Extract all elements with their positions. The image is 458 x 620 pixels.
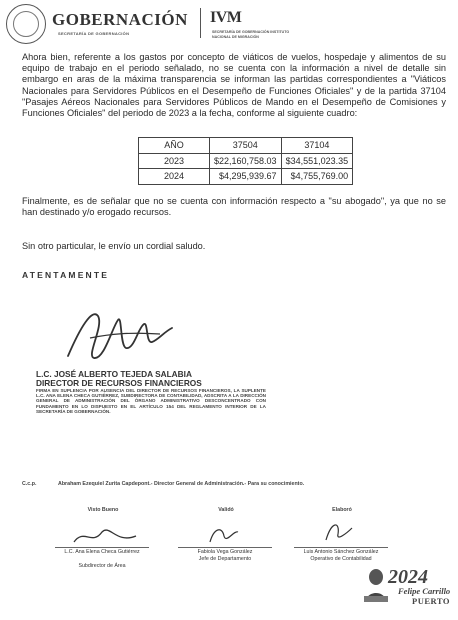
ccp-label: C.c.p. [22, 481, 37, 487]
ivm-subtitle: SECRETARÍA DE GOBERNACIÓN INSTITUTO NACIONAL DE MIGRACIÓN [212, 30, 290, 39]
expenses-table [138, 137, 353, 185]
table-row [139, 169, 353, 185]
sig-role-valido: Jefe de Departamento [198, 556, 252, 562]
felipe-carrillo-portrait-icon [364, 566, 388, 602]
signature-line [294, 547, 388, 548]
paragraph-lawyer: Finalmente, es de señalar que no se cuenta con información respecto a "su abogado", ya que no se han destinado y/o erogado recursos. [22, 196, 446, 218]
paragraph-expenses: Ahora bien, referente a los gastos por concepto de viáticos de vuelos, hospedaje y alimentos de su equipo de trabajo en el periodo señalado, no se cuenta con la información a nivel de detalle sin embargo en aras de la máxima transparencia se informan las partidas correspondientes a "Viáticos Nacionales para Servidores Públicos en el Desempeño de Funciones Oficiales" y de la partida 37104 "Pasajes Aéreos Nacionales para Servidores Públicos de Mando en el Desempeño de Comisiones y Funciones Oficiales" del periodo de 2023 a la fecha, conforme al siguiente cuadro: [22, 52, 446, 119]
table-cell-year: 2023 [139, 153, 210, 169]
logo-puerto: PUERTO [412, 596, 450, 606]
table-cell-amount: $34,551,023.35 [281, 153, 353, 169]
sig-name-valido: Fabiola Vega González [197, 549, 253, 555]
sig-role-visto-bueno: Subdirector de Área [78, 563, 126, 569]
atentamente-label: ATENTAMENTE [22, 270, 110, 280]
sig-role-elaboro: Operativo de Contabilidad [310, 556, 372, 562]
table-header: 37504 [210, 138, 282, 154]
substitution-note: FIRMA EN SUPLENCIA POR AUSENCIA DEL DIRECTOR DE RECURSOS FINANCIEROS, LA SUPLENTE L.C. ANA ELENA CHECA GUTIÉRREZ, SUBDIRECTORA DE CONTABILIDAD, ADSCRITA A LA DIRECCIÓN GENERAL DE ADMINISTRACIÓN DEL ÓRGANO ADMINISTRATIVO DESCONCENTRADO CON FUNDAMENTO EN LO DISPUESTO EN EL ARTÍCULO 154 DEL REGLAMENTO INTERIOR DE LA SECRETARÍA DE GOBERNACIÓN. [36, 388, 266, 414]
initials-signature-icon [318, 516, 358, 546]
ccp-text: Abraham Ezequiel Zurita Capdepont.- Director General de Administración.- Para su conocimiento. [58, 481, 305, 487]
initials-signature-icon [70, 520, 140, 548]
ivm-logo-text: IVM [210, 9, 242, 26]
signer-role: DIRECTOR DE RECURSOS FINANCIEROS [36, 378, 202, 388]
sig-heading-visto-bueno: Visto Bueno [87, 507, 119, 513]
sig-name-elaboro: Luis Antonio Sánchez González [303, 549, 379, 555]
paragraph-greeting: Sin otro particular, le envío un cordial saludo. [22, 241, 206, 251]
table-row [139, 153, 353, 169]
initials-signature-icon [204, 522, 244, 548]
gobernacion-title: GOBERNACIÓN [52, 10, 188, 29]
table-cell-amount: $4,755,769.00 [281, 169, 353, 185]
table-cell-year: 2024 [139, 169, 210, 185]
table-header: AÑO [139, 138, 210, 154]
signature-line [178, 547, 272, 548]
logo-year: 2024 [388, 566, 428, 588]
signer-name: L.C. JOSÉ ALBERTO TEJEDA SALABIA [36, 369, 192, 379]
handwritten-signature-icon [60, 298, 180, 368]
national-seal-icon [6, 4, 46, 44]
table-header-row [139, 138, 353, 154]
sig-name-visto-bueno: L.C. Ana Elena Checa Gutiérrez [64, 549, 140, 555]
header-divider [200, 8, 201, 38]
table-header: 37104 [281, 138, 353, 154]
table-cell-amount: $22,160,758.03 [210, 153, 282, 169]
gobernacion-subtitle: SECRETARÍA DE GOBERNACIÓN [58, 31, 130, 36]
sig-heading-elaboro: Elaboró [332, 507, 352, 513]
table-cell-amount: $4,295,939.67 [210, 169, 282, 185]
letterhead [0, 0, 458, 48]
sig-heading-valido: Validó [218, 507, 234, 513]
signature-line [55, 547, 149, 548]
logo-name: Felipe Carrillo [398, 586, 451, 596]
